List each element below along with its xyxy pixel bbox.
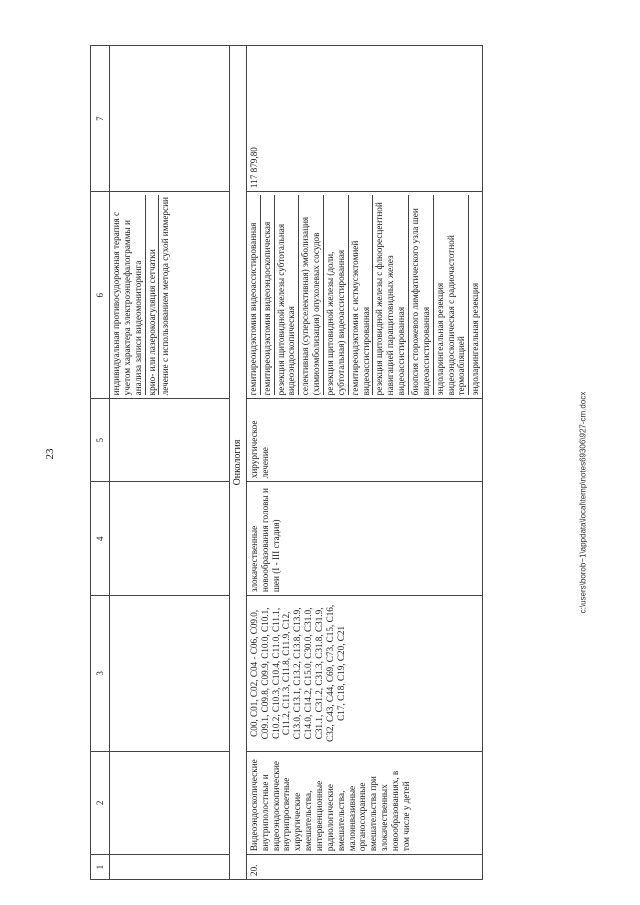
- methods-cell: [246, 192, 482, 399]
- column-header: 1: [91, 855, 110, 880]
- page-number: 23: [44, 448, 56, 460]
- column-header: 5: [91, 399, 110, 482]
- methods-cell: [110, 192, 230, 399]
- column-header: 2: [91, 751, 110, 855]
- column-header: 7: [91, 46, 110, 192]
- section-title: Онкология: [230, 46, 247, 880]
- method-item: индивидуальная противосудорожная терапия с учетом характера электроэнцефалограммы и анализа записи видеомониторинга: [110, 195, 146, 395]
- column-header: 3: [91, 596, 110, 751]
- method-item: гемитиреоидэктомия с истмусэктомией видеоассистированная: [349, 195, 374, 395]
- method-item: гемитиреоидэктомия видеоассистированная: [247, 195, 261, 395]
- table-row: [246, 46, 482, 880]
- column-header: 6: [91, 192, 110, 399]
- method-item: гемитиреоидэктомия видеоэндоскопическая: [261, 195, 275, 395]
- row-number: 20.: [246, 855, 482, 880]
- icd-codes: C00, C01, C02, C04 - C06, C09.0, C09.1, C09.8, C09.9, C10.0, C10.1, C10.2, C10.3, C10.4, C11.0, C11.1, C11.2, C11.3, C11.8, C11.9, C12, C13.0, C13.1, C13.2, C13.8, C13.9, C14.0, C14.2, C15.0, C30.0, C31.0, C31.1, C31.2, C31.3, C31.8, C31.9, C32, C43, C44, C69, C73, C15, C16, C17, C18, C19, C20, C21: [246, 596, 482, 751]
- method-item: лечение с использованием метода сухой иммерсии: [160, 197, 171, 396]
- care-type-name: Видеоэндоскопические внутриполостные и видеоэндоскопические внутрипросветные хирургические вмешательства, интервенционные радиологические вмешательства, малоинвазивные органосохранные вмешательства при злокачественных новообразованиях, в том числе у детей: [246, 751, 482, 855]
- medical-care-table: [90, 45, 483, 880]
- column-header: 4: [91, 482, 110, 596]
- method-item: эндоларингеальная резекция: [470, 282, 481, 396]
- section-row: [230, 46, 247, 880]
- continuation-row: [110, 46, 230, 880]
- column-number-row: [91, 46, 110, 880]
- method-item: резекция щитовидной железы с флюоресцентной навигацией паращитовидных желез видеоассистированная: [373, 195, 409, 395]
- rotated-page-content: [90, 45, 580, 880]
- method-item: криo- или лазерокоагуляция сетчатки: [146, 195, 160, 395]
- method-item: селективная (суперселективная) эмболизация (химиоэмболизация) опухолевых сосудов: [299, 195, 324, 395]
- file-path-footer: c:\users\borob~1\appdata\local\temp\notes69306\927-cm.docx: [578, 391, 588, 614]
- method-item: эндоларингеальная резекция видеоэндоскопическая с радиочастотной термоабляцией: [434, 195, 470, 395]
- method-item: резекция щитовидной железы (доли, субтотальная) видеоассистированная: [324, 195, 349, 395]
- method-item: биопсия сторожевого лимфатического узла шеи видеоассистированная: [409, 195, 434, 395]
- cost-value: 117 879,80: [246, 46, 482, 192]
- method-item: резекция щитовидной железы субтотальная видеоэндоскопическая: [275, 195, 300, 395]
- treatment-type: хирургическое лечение: [246, 399, 482, 482]
- patient-model: злокачественные новообразования головы и шеи (I - III стадия): [246, 482, 482, 596]
